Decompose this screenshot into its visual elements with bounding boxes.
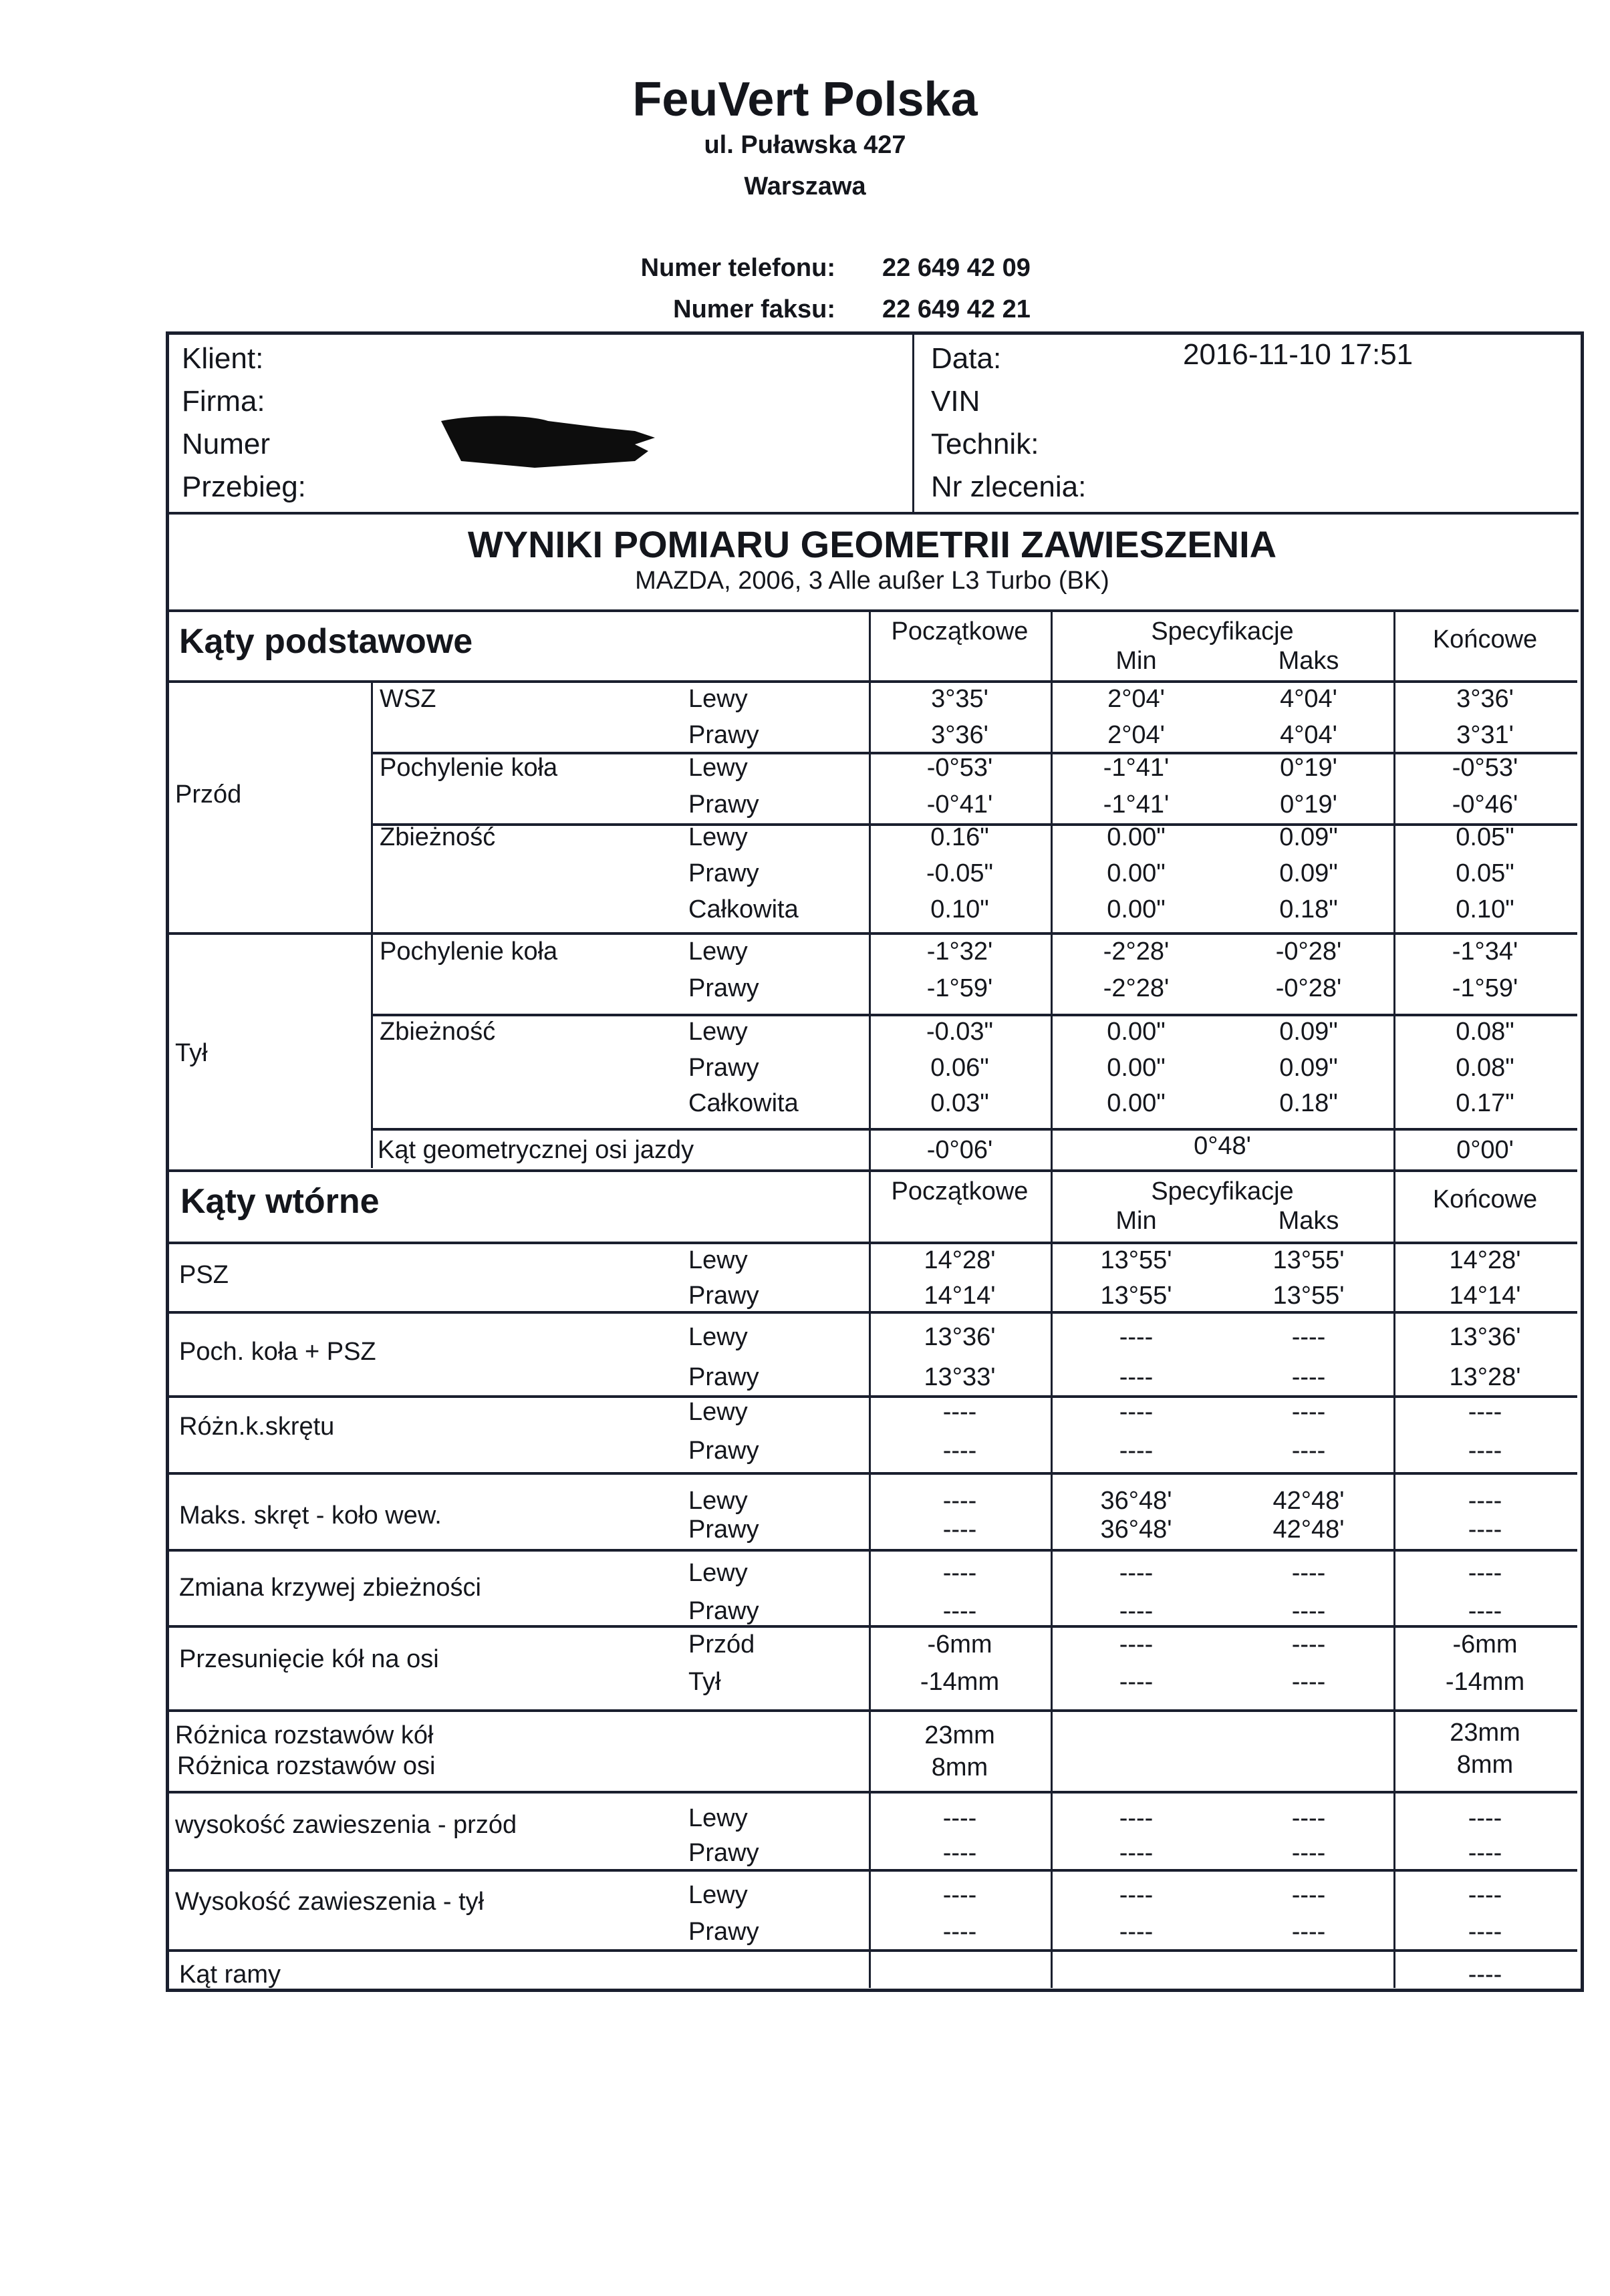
value-min: 36°48' (1100, 1516, 1172, 1544)
value-final: 3°31' (1456, 721, 1514, 749)
column-header-initial: Początkowe (891, 617, 1029, 645)
value-min: 0.00" (1107, 823, 1166, 851)
table-rule (167, 1242, 1577, 1244)
value-min: 0.00" (1107, 859, 1166, 887)
value-max: 0°19' (1280, 754, 1337, 782)
column-header-final: Końcowe (1432, 625, 1538, 654)
row-side-label: Lewy (688, 1323, 748, 1351)
value-min: ---- (1119, 1559, 1154, 1587)
value-min: ---- (1119, 1323, 1154, 1351)
value-max: ---- (1291, 1668, 1326, 1696)
row-group-label: WSZ (380, 685, 436, 713)
value-initial: ---- (942, 1559, 977, 1587)
value-max: 0.18" (1279, 895, 1338, 923)
value-initial: -0.05" (926, 859, 994, 887)
value-max: ---- (1291, 1881, 1326, 1909)
row-side-label: Lewy (688, 1559, 748, 1587)
value-min: ---- (1119, 1918, 1154, 1946)
table-rule (167, 1549, 1577, 1552)
wheelbase-diff-label: Różnica rozstawów osi (177, 1752, 436, 1780)
value-min: 2°04' (1107, 721, 1165, 749)
value-initial: -1°59' (926, 974, 993, 1002)
table-rule (167, 1869, 1577, 1872)
value-max: 13°55' (1272, 1282, 1345, 1310)
row-side-label: Prawy (688, 1282, 759, 1310)
value-final: 0.10" (1456, 895, 1514, 923)
secondary-row-label: Różn.k.skrętu (179, 1413, 335, 1441)
row-side-label: Prawy (688, 1054, 759, 1082)
value-final: -6mm (1452, 1630, 1518, 1659)
table-rule (167, 1311, 1577, 1314)
value-final: ---- (1468, 1804, 1502, 1832)
value-initial: 14°14' (924, 1282, 996, 1310)
value-max: 0.09" (1279, 859, 1338, 887)
value-initial: ---- (942, 1487, 977, 1515)
value-max: ---- (1291, 1559, 1326, 1587)
table-rule (1393, 609, 1395, 1988)
value-final: -14mm (1445, 1668, 1525, 1696)
value-final: 3°36' (1456, 685, 1514, 713)
value-initial: ---- (942, 1398, 977, 1426)
technician-label: Technik: (931, 428, 1039, 460)
value-initial: 3°36' (931, 721, 988, 749)
axle-label-front: Przód (175, 780, 242, 809)
company-name: FeuVert Polska (632, 73, 978, 126)
value-max: ---- (1291, 1323, 1326, 1351)
wheelbase-diff-final: 8mm (1456, 1751, 1514, 1779)
table-rule (167, 932, 1577, 935)
value-final: ---- (1468, 1487, 1502, 1515)
row-group-label: Zbieżność (380, 1018, 496, 1046)
column-header-min: Min (1115, 1207, 1157, 1235)
row-side-label: Prawy (688, 1597, 759, 1625)
value-min: ---- (1119, 1437, 1154, 1465)
value-max: 0°19' (1280, 791, 1337, 819)
value-initial: ---- (942, 1597, 977, 1625)
wheelbase-diff-initial: 8mm (931, 1753, 988, 1781)
value-final: -1°34' (1452, 938, 1518, 966)
value-initial: 13°36' (924, 1323, 996, 1351)
value-max: ---- (1291, 1597, 1326, 1625)
value-min: -1°41' (1103, 791, 1170, 819)
value-min: 2°04' (1107, 685, 1165, 713)
value-initial: -0°53' (926, 754, 993, 782)
value-initial: -1°32' (926, 938, 993, 966)
table-rule (1051, 609, 1053, 1988)
row-group-label: Pochylenie koła (380, 938, 558, 966)
value-final: 0.17" (1456, 1089, 1514, 1117)
value-initial: 0.03" (930, 1089, 989, 1117)
row-side-label: Tył (688, 1668, 721, 1696)
value-min: 0.00" (1107, 1018, 1166, 1046)
table-rule (371, 752, 1577, 754)
value-initial: 0.06" (930, 1054, 989, 1082)
value-max: 42°48' (1272, 1516, 1345, 1544)
date-value: 2016-11-10 17:51 (1183, 338, 1414, 371)
redaction-scribble (434, 414, 662, 474)
value-max: 0.09" (1279, 1018, 1338, 1046)
table-rule (167, 1169, 1577, 1172)
value-min: ---- (1119, 1881, 1154, 1909)
value-initial: ---- (942, 1881, 977, 1909)
company-city: Warszawa (744, 172, 866, 200)
frame-angle-final: ---- (1468, 1961, 1502, 1989)
value-min: ---- (1119, 1839, 1154, 1867)
row-side-label: Lewy (688, 1018, 748, 1046)
value-min: 36°48' (1100, 1487, 1172, 1515)
row-side-label: Przód (688, 1630, 755, 1659)
value-final: 14°28' (1449, 1246, 1521, 1274)
table-rule (167, 1472, 1577, 1475)
value-max: 0.09" (1279, 823, 1338, 851)
column-header-initial: Początkowe (891, 1177, 1029, 1205)
value-initial: -14mm (920, 1668, 1000, 1696)
vehicle-info: MAZDA, 2006, 3 Alle außer L3 Turbo (BK) (635, 567, 1109, 595)
value-final: 13°28' (1449, 1363, 1521, 1391)
value-initial: ---- (942, 1437, 977, 1465)
value-max: ---- (1291, 1918, 1326, 1946)
value-max: 4°04' (1280, 721, 1337, 749)
column-header-max: Maks (1278, 647, 1339, 675)
fax-value: 22 649 42 21 (882, 295, 1031, 323)
value-min: ---- (1119, 1668, 1154, 1696)
value-initial: ---- (942, 1918, 977, 1946)
value-min: ---- (1119, 1597, 1154, 1625)
secondary-row-label: PSZ (179, 1261, 229, 1289)
row-side-label: Lewy (688, 1246, 748, 1274)
row-side-label: Lewy (688, 1487, 748, 1515)
column-header-spec: Specyfikacje (1151, 1177, 1294, 1205)
value-final: 0.08" (1456, 1018, 1514, 1046)
value-final: -0°46' (1452, 791, 1518, 819)
table-rule (869, 609, 871, 1988)
value-final: 0.08" (1456, 1054, 1514, 1082)
value-max: -0°28' (1275, 974, 1342, 1002)
phone-label: Numer telefonu: (640, 254, 835, 282)
value-final: ---- (1468, 1881, 1502, 1909)
track-diff-final: 23mm (1450, 1719, 1520, 1747)
row-side-label: Prawy (688, 1839, 759, 1867)
row-side-label: Lewy (688, 938, 748, 966)
column-header-max: Maks (1278, 1207, 1339, 1235)
mileage-label: Przebieg: (182, 470, 306, 503)
value-final: -0°53' (1452, 754, 1518, 782)
track-diff-label: Różnica rozstawów kół (175, 1721, 434, 1749)
secondary-row-label: Zmiana krzywej zbieżności (179, 1574, 481, 1602)
row-side-label: Lewy (688, 1804, 748, 1832)
row-side-label: Całkowita (688, 1089, 799, 1117)
phone-value: 22 649 42 09 (882, 254, 1031, 282)
value-min: -2°28' (1103, 974, 1170, 1002)
value-final: ---- (1468, 1559, 1502, 1587)
value-min: 13°55' (1100, 1246, 1172, 1274)
value-max: 0.18" (1279, 1089, 1338, 1117)
track-diff-initial: 23mm (924, 1721, 995, 1749)
value-final: ---- (1468, 1437, 1502, 1465)
value-final: ---- (1468, 1516, 1502, 1544)
value-initial: 0.10" (930, 895, 989, 923)
row-side-label: Prawy (688, 1516, 759, 1544)
value-initial: 3°35' (931, 685, 988, 713)
value-initial: ---- (942, 1839, 977, 1867)
order-number-label: Nr zlecenia: (931, 470, 1087, 503)
company-street: ul. Puławska 427 (704, 131, 906, 159)
column-header-min: Min (1115, 647, 1157, 675)
thrust-final: 0°00' (1456, 1136, 1514, 1164)
value-max: 13°55' (1272, 1246, 1345, 1274)
frame-angle-label: Kąt ramy (179, 1961, 281, 1989)
value-max: ---- (1291, 1839, 1326, 1867)
row-side-label: Prawy (688, 721, 759, 749)
value-initial: ---- (942, 1516, 977, 1544)
value-initial: -0°41' (926, 791, 993, 819)
thrust-spec: 0°48' (1194, 1132, 1251, 1160)
row-side-label: Lewy (688, 685, 748, 713)
value-final: ---- (1468, 1398, 1502, 1426)
value-min: 0.00" (1107, 1054, 1166, 1082)
value-max: 42°48' (1272, 1487, 1345, 1515)
table-rule (371, 680, 373, 1168)
date-label: Data: (931, 342, 1002, 375)
value-final: ---- (1468, 1597, 1502, 1625)
value-final: 0.05" (1456, 859, 1514, 887)
height-row-label: Wysokość zawieszenia - tył (175, 1888, 485, 1916)
table-rule (371, 1128, 1577, 1131)
row-side-label: Całkowita (688, 895, 799, 923)
value-max: 0.09" (1279, 1054, 1338, 1082)
value-min: ---- (1119, 1804, 1154, 1832)
row-group-label: Pochylenie koła (380, 754, 558, 782)
report-title: WYNIKI POMIARU GEOMETRII ZAWIESZENIA (467, 523, 1277, 565)
company-label: Firma: (182, 385, 265, 418)
row-side-label: Prawy (688, 974, 759, 1002)
value-min: -1°41' (1103, 754, 1170, 782)
value-max: ---- (1291, 1437, 1326, 1465)
value-max: 4°04' (1280, 685, 1337, 713)
column-header-spec: Specyfikacje (1151, 617, 1294, 645)
row-side-label: Prawy (688, 791, 759, 819)
value-min: ---- (1119, 1398, 1154, 1426)
value-max: ---- (1291, 1363, 1326, 1391)
number-label: Numer (182, 428, 271, 460)
client-label: Klient: (182, 342, 264, 375)
secondary-row-label: Przesunięcie kół na osi (179, 1645, 439, 1673)
value-min: 13°55' (1100, 1282, 1172, 1310)
thrust-angle-label: Kąt geometrycznej osi jazdy (378, 1136, 694, 1164)
secondary-row-label: Maks. skręt - koło wew. (179, 1501, 442, 1530)
value-min: ---- (1119, 1630, 1154, 1659)
value-min: 0.00" (1107, 895, 1166, 923)
vin-label: VIN (931, 385, 980, 418)
row-side-label: Lewy (688, 1398, 748, 1426)
value-final: ---- (1468, 1839, 1502, 1867)
value-min: 0.00" (1107, 1089, 1166, 1117)
value-initial: -6mm (927, 1630, 992, 1659)
table-rule (167, 1709, 1577, 1712)
section-title-basic: Kąty podstawowe (179, 622, 473, 661)
value-min: ---- (1119, 1363, 1154, 1391)
value-min: -2°28' (1103, 938, 1170, 966)
row-side-label: Lewy (688, 823, 748, 851)
table-rule (371, 823, 1577, 826)
value-max: ---- (1291, 1398, 1326, 1426)
value-final: 14°14' (1449, 1282, 1521, 1310)
section-title-secondary: Kąty wtórne (180, 1182, 380, 1221)
table-rule (371, 1014, 1577, 1016)
thrust-initial: -0°06' (926, 1136, 993, 1164)
value-final: 0.05" (1456, 823, 1514, 851)
table-rule (167, 680, 1577, 683)
value-initial: 14°28' (924, 1246, 996, 1274)
value-max: -0°28' (1275, 938, 1342, 966)
value-initial: -0.03" (926, 1018, 994, 1046)
table-rule (167, 1625, 1577, 1628)
value-initial: 13°33' (924, 1363, 996, 1391)
value-initial: ---- (942, 1804, 977, 1832)
row-side-label: Lewy (688, 754, 748, 782)
axle-label-rear: Tył (175, 1039, 208, 1067)
table-rule (167, 1791, 1577, 1793)
row-side-label: Prawy (688, 1918, 759, 1946)
fax-label: Numer faksu: (673, 295, 835, 323)
row-side-label: Lewy (688, 1881, 748, 1909)
row-side-label: Prawy (688, 1437, 759, 1465)
secondary-row-label: Poch. koła + PSZ (179, 1338, 376, 1366)
column-header-final: Końcowe (1432, 1185, 1538, 1213)
value-max: ---- (1291, 1630, 1326, 1659)
height-row-label: wysokość zawieszenia - przód (175, 1811, 517, 1839)
table-rule (167, 1395, 1577, 1398)
row-group-label: Zbieżność (380, 823, 496, 851)
value-final: 13°36' (1449, 1323, 1521, 1351)
value-initial: 0.16" (930, 823, 989, 851)
value-max: ---- (1291, 1804, 1326, 1832)
table-rule (167, 1949, 1577, 1952)
row-side-label: Prawy (688, 859, 759, 887)
value-final: -1°59' (1452, 974, 1518, 1002)
value-final: ---- (1468, 1918, 1502, 1946)
row-side-label: Prawy (688, 1363, 759, 1391)
